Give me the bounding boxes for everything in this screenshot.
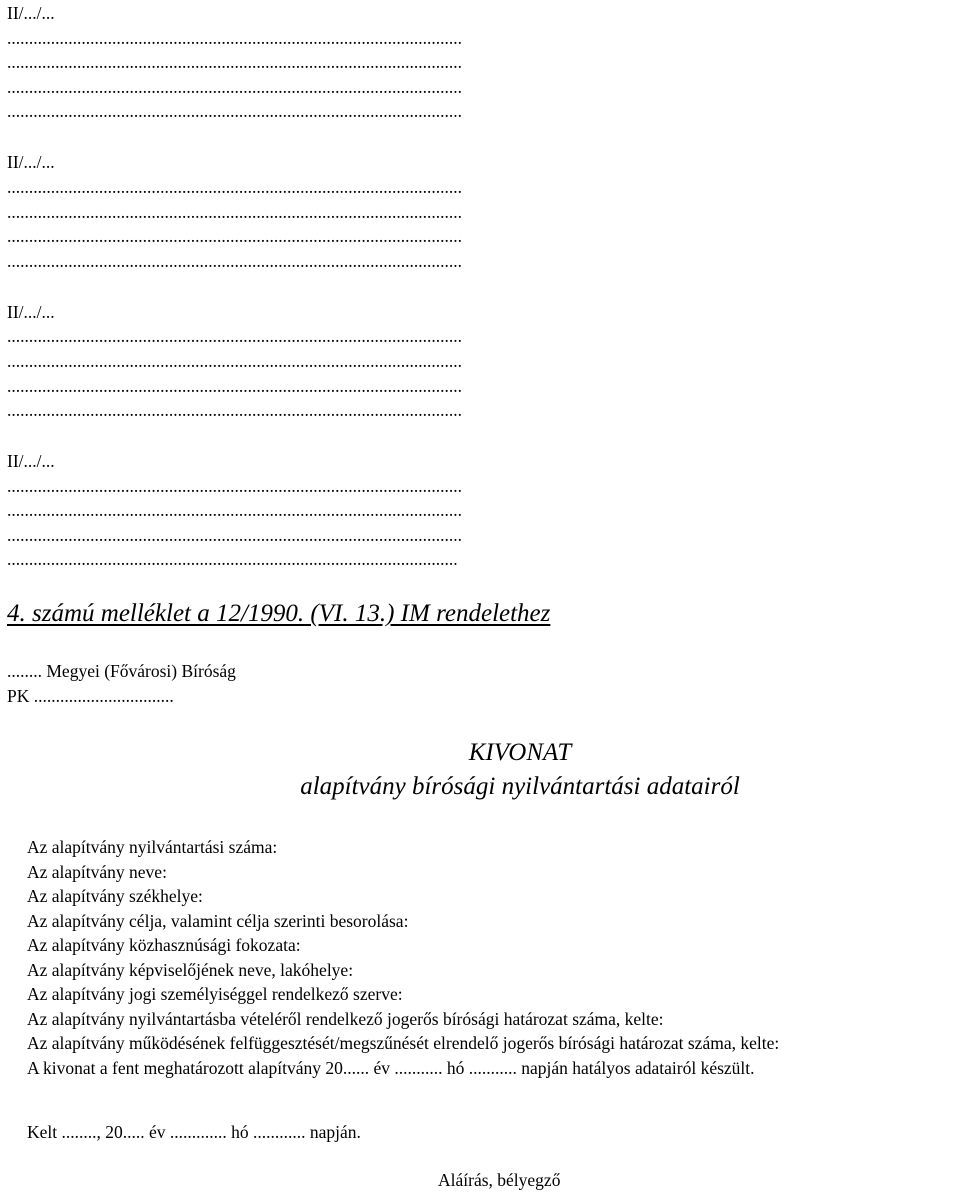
dotted-line: ........................................................................................................ xyxy=(7,251,462,271)
field-registration-number: Az alapítvány nyilvántartási száma: xyxy=(27,837,278,857)
field-suspension-decision: Az alapítvány működésének felfüggesztését/megszűnését elrendelő jogerős bírósági határozat száma, kelte: xyxy=(27,1033,780,1053)
annex-title: 4. számú melléklet a 12/1990. (VI. 13.) IM rendelethez xyxy=(7,600,551,627)
extract-validity-statement: A kivonat a fent meghatározott alapítvány 20...... év ........... hó ........... napján hatályos adatairól készült. xyxy=(27,1057,755,1078)
field-legal-entity-body: Az alapítvány jogi személyiséggel rendelkező szerve: xyxy=(27,984,403,1004)
dotted-line: ........................................................................................................ xyxy=(7,476,462,496)
field-name: Az alapítvány neve: xyxy=(27,861,167,882)
case-number-header: II/.../... xyxy=(7,152,55,172)
dotted-line: ........................................................................................................ xyxy=(7,326,462,346)
field-list xyxy=(27,835,779,1080)
case-number-header: II/.../... xyxy=(7,451,55,471)
dotted-line: ........................................................................................................ xyxy=(7,525,462,545)
dotted-line: ........................................................................................................ xyxy=(7,52,462,72)
dotted-line: ........................................................................................................ xyxy=(7,351,462,371)
dotted-line: ........................................................................................................ xyxy=(7,226,462,246)
dotted-line: ........................................................................................................ xyxy=(7,177,462,197)
field-purpose: Az alapítvány célja, valamint célja szerinti besorolása: xyxy=(27,910,409,931)
pk-number-line: PK ................................ xyxy=(7,686,174,706)
document-subtitle: alapítvány bírósági nyilvántartási adatairól xyxy=(300,773,740,800)
date-line: Kelt ........, 20..... év ............. hó ............ napján. xyxy=(27,1122,361,1142)
dotted-line: ........................................................................................................ xyxy=(7,400,462,420)
court-line: ........ Megyei (Fővárosi) Bíróság xyxy=(7,661,236,681)
case-number-header: II/.../... xyxy=(7,302,55,322)
dotted-line: ........................................................................................................ xyxy=(7,28,462,48)
field-seat: Az alapítvány székhelye: xyxy=(27,886,203,906)
dotted-line: ....................................................................................................... xyxy=(7,549,458,569)
case-number-header: II/.../... xyxy=(7,3,55,23)
signature-label: Aláírás, bélyegző xyxy=(438,1170,561,1190)
document-title: KIVONAT xyxy=(468,739,572,766)
dotted-line: ........................................................................................................ xyxy=(7,376,462,396)
dotted-line: ........................................................................................................ xyxy=(7,202,462,222)
field-registration-decision: Az alapítvány nyilvántartásba vételéről rendelkező jogerős bírósági határozat száma, kelte: xyxy=(27,1008,664,1029)
dotted-line: ........................................................................................................ xyxy=(7,77,462,97)
dotted-line: ........................................................................................................ xyxy=(7,500,462,520)
field-public-benefit-level: Az alapítvány közhasznúsági fokozata: xyxy=(27,935,301,955)
dotted-line: ........................................................................................................ xyxy=(7,101,462,121)
field-representative: Az alapítvány képviselőjének neve, lakóhelye: xyxy=(27,959,354,980)
